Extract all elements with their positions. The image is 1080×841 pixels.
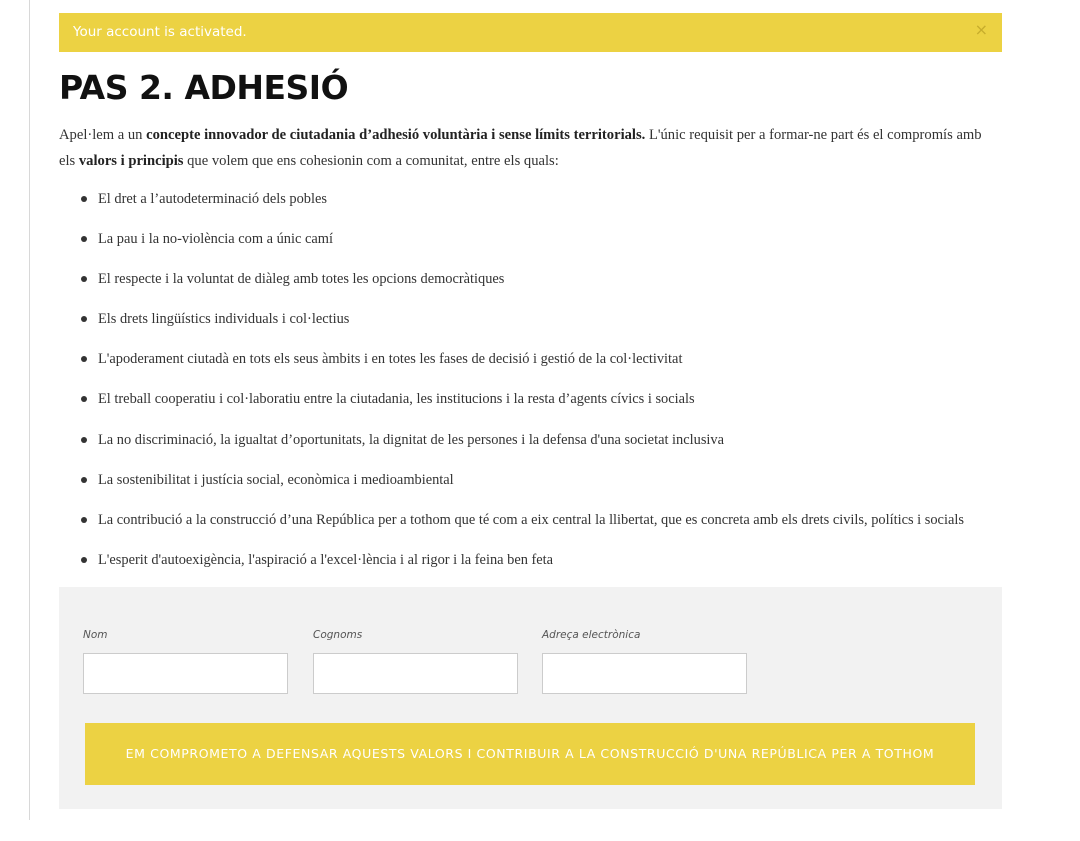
bullet-icon [81,517,87,523]
bullet-icon [81,276,87,282]
list-item [80,548,964,588]
intro-text: que volem que ens cohesionin com a comunitat, entre els quals: [183,153,559,169]
list-item [80,428,964,468]
commit-submit-button[interactable]: EM COMPROMETO A DEFENSAR AQUESTS VALORS I CONTRIBUIR A LA CONSTRUCCIÓ D'UNA REPÚBLICA PER A TOTHOM [85,723,975,785]
alert-message: Your account is activated. [73,24,247,40]
intro-text: L'únic requisit per a formar-ne part és el compromís amb els [59,127,982,169]
bullet-icon [81,316,87,322]
list-item-text: La pau i la no-violència com a únic camí [98,231,333,248]
first-name-label: Nom [83,629,108,641]
surname-label: Cognoms [313,629,363,641]
intro-text: Apel·lem a un [59,127,147,143]
list-item [80,347,964,387]
bullet-icon [81,196,87,202]
activation-alert [59,13,1002,52]
adhesion-form [59,587,1002,809]
list-item-text: La sostenibilitat i justícia social, econòmica i medioambiental [98,471,454,488]
email-label: Adreça electrònica [542,629,641,641]
list-item-text: L'apoderament ciutadà en tots els seus àmbits i en totes les fases de decisió i gestió de la col·lectivitat [98,351,683,368]
intro-bold-concept: concepte innovador de ciutadania d’adhesió voluntària i sense límits territorials. [146,127,646,143]
first-name-field[interactable] [83,653,288,694]
email-field[interactable] [542,653,747,694]
list-item [80,307,964,347]
close-icon[interactable]: × [974,20,988,39]
bullet-icon [81,236,87,242]
list-item [80,387,964,427]
bullet-icon [81,437,87,443]
list-item-text: La contribució a la construcció d’una República per a tothom que té com a eix central la llibertat, que es concreta amb els drets civils, polítics i socials [98,511,964,528]
bullet-icon [81,557,87,563]
bullet-icon [81,356,87,362]
list-item [80,508,964,548]
bullet-icon [81,477,87,483]
list-item-text: El dret a l’autodeterminació dels pobles [98,191,327,207]
list-item-text: El treball cooperatiu i col·laboratiu entre la ciutadania, les institucions i la resta d’agents cívics i socials [98,391,695,408]
bullet-icon [81,396,87,402]
surname-field[interactable] [313,653,518,694]
list-item [80,267,964,307]
list-item-text: El respecte i la voluntat de diàleg amb totes les opcions democràtiques [98,271,505,288]
intro-paragraph [59,122,999,174]
page-title: PAS 2. ADHESIÓ [59,68,349,107]
values-list [80,187,964,588]
list-item-text: L'esperit d'autoexigència, l'aspiració a l'excel·lència i al rigor i la feina ben feta [98,551,554,568]
list-item-text: Els drets lingüístics individuals i col·lectius [98,311,350,328]
left-border-line [29,0,30,820]
list-item [80,227,964,267]
list-item-text: La no discriminació, la igualtat d’oportunitats, la dignitat de les persones i la defensa d'una societat inclusiva [98,431,725,448]
list-item [80,468,964,508]
list-item [80,187,964,227]
intro-bold-values: valors i principis [78,153,184,169]
